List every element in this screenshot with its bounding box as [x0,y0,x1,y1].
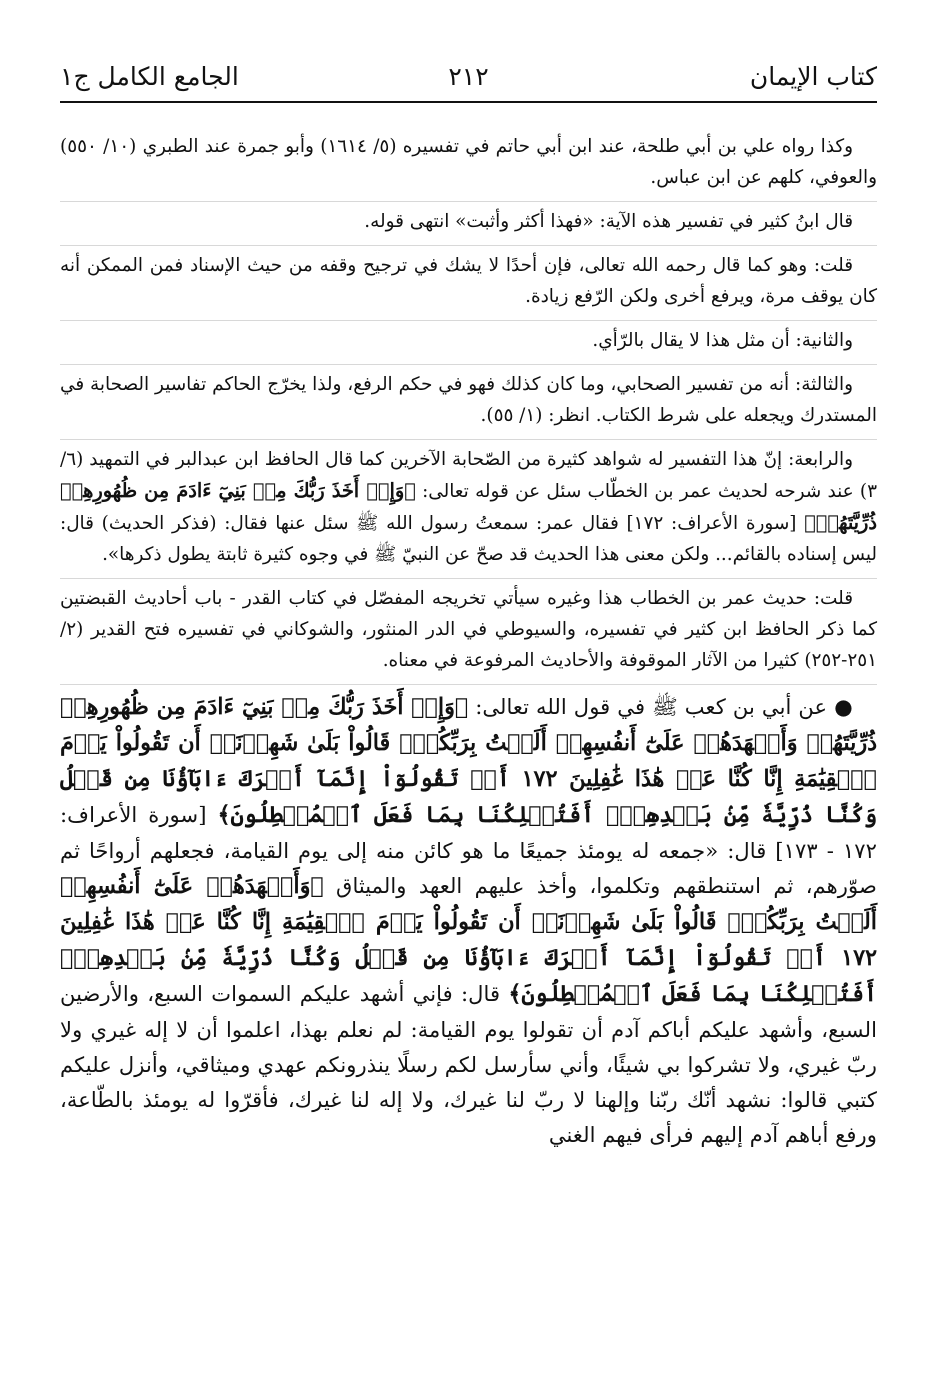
paragraph-text: قال ابنُ كثير في تفسير هذه الآية: «فهذا أكثر وأثبت» انتهى قوله. [364,211,853,232]
paragraph-text: قلت: حديث عمر بن الخطاب هذا وغيره سيأتي تخريجه المفصّل في كتاب القدر - باب أحاديث القبضتين كما ذكر الحافظ ابن كثير في تفسيره، والسيوطي في الدر المنثور، والشوكاني في تفسيره فتح القدير (٢/ ٢٥١-٢٥٢) كثيرا من الآثار الموقوفة والأحاديث المرفوعة في معناه. [60,588,877,671]
quran-verse: ﴿وَأَشۡهَدَهُمۡ عَلَىٰٓ أَنفُسِهِمۡ أَلَسۡتُ بِرَبِّكُمۡۖ قَالُواْ بَلَىٰ شَهِدۡنَآۚ أَن تَقُولُواْ يَوۡمَ ٱلۡقِيَٰمَةِ إِنَّا كُنَّا عَنۡ هَٰذَا غَٰفِلِينَ ١٧٢ أَوۡ تَقُولُوٓاْ إِنَّمَآ أَشۡرَكَ ءَابَآؤُنَا مِن قَبۡلُ وَكُنَّا ذُرِّيَّةٗ مِّنۢ بَعۡدِهِمۡۖ أَفَتُهۡلِكُنَا بِمَا فَعَلَ ٱلۡمُبۡطِلُونَ﴾ [60,873,877,1007]
page-body [60,131,877,1160]
paragraph-hadith-ubayy [60,684,877,1152]
paragraph-ibn-kathir-quote [60,201,877,237]
quran-verse: ﴿وَإِذۡ أَخَذَ رَبُّكَ مِنۢ بَنِيٓ ءَادَمَ مِن ظُهُورِهِمۡ ذُرِّيَّتَهُمۡ﴾ [60,479,877,534]
paragraph-text: والثانية: أن مثل هذا لا يقال بالرّأي. [592,330,853,351]
page-number: ٢١٢ [448,62,489,91]
paragraph-text: [سورة الأعراف: ١٧٢ - ١٧٣] قال: «جمعه له يومئذ جميعًا ما هو كائن منه إلى يوم القيامة، فجعلهم أرواحًا ثم صوّرهم، ثم استنطقهم وتكلموا، وأخذ عليهم العهد والميثاق [60,802,877,898]
paragraph-fourth-point [60,439,877,570]
paragraph-text: والثالثة: أنه من تفسير الصحابي، وما كان كذلك فهو في حكم الرفع، ولذا يخرّج الحاكم تفاسير الصحابة في المستدرك ويجعله على شرط الكتاب. انظر: (١/ ٥٥). [60,374,877,426]
paragraph-text: والرابعة: إنّ هذا التفسير له شواهد كثيرة من الصّحابة الآخرين كما قال الحافظ ابن عبدالبر في التمهيد (٦/ ٣) عند شرحه لحديث عمر بن الخطّاب سئل عن قوله تعالى: [60,449,877,502]
book-section-title: كتاب الإيمان [749,62,877,91]
paragraph-text: وكذا رواه علي بن أبي طلحة، عند ابن أبي حاتم في تفسيره (٥/ ١٦١٤) وأبو جمرة عند الطبري (١٠/ ٥٥٠) والعوفي، كلهم عن ابن عباس. [60,136,877,188]
paragraph-text: [سورة الأعراف: ١٧٢] فقال عمر: سمعتُ رسول الله ﷺ سئل عنها فقال: (فذكر الحديث) قال: ليس إسناده بالقائم... ولكن معنى هذا الحديث قد صحّ عن النبيّ ﷺ في وجوه كثيرة ثابتة يطول ذكرها». [60,513,877,565]
page-header [60,58,877,102]
paragraph-third-point [60,364,877,431]
paragraph-qultu-1 [60,245,877,312]
paragraph-text: ● عن أبي بن كعب ﷺ في قول الله تعالى: [468,694,853,719]
paragraph-text: قلت: وهو كما قال رحمه الله تعالى، فإن أحدًا لا يشك في ترجيح وقفه من حيث الإسناد فمن الممكن أنه كان يوقف مرة، ويرفع أخرى ولكن الرّفع زيادة. [60,255,877,307]
paragraph-qultu-2 [60,578,877,676]
quran-verse: ﴿وَإِذۡ أَخَذَ رَبُّكَ مِنۢ بَنِيٓ ءَادَمَ مِن ظُهُورِهِمۡ ذُرِّيَّتَهُمۡ وَأَشۡهَدَهُمۡ عَلَىٰٓ أَنفُسِهِمۡ أَلَسۡتُ بِرَبِّكُمۡۖ قَالُواْ بَلَىٰ شَهِدۡنَآۚ أَن تَقُولُواْ يَوۡمَ ٱلۡقِيَٰمَةِ إِنَّا كُنَّا عَنۡ هَٰذَا غَٰفِلِينَ ١٧٢ أَوۡ تَقُولُوٓاْ إِنَّمَآ أَشۡرَكَ ءَابَآؤُنَا مِن قَبۡلُ وَكُنَّا ذُرِّيَّةٗ مِّنۢ بَعۡدِهِمۡۖ أَفَتُهۡلِكُنَا بِمَا فَعَلَ ٱلۡمُبۡطِلُونَ﴾ [60,694,877,828]
paragraph-second-point [60,320,877,356]
paragraph-text: قال: فإني أشهد عليكم السموات السبع، والأرضين السبع، وأشهد عليكم أباكم آدم أن تقولوا يوم القيامة: لم نعلم بهذا، اعلموا أن لا إله غيري ولا ربّ غيري، ولا تشركوا بي شيئًا، وأني سأرسل لكم رسلًا ينذرونكم عهدي وميثاقي، وأنزل عليكم كتبي قالوا: نشهد أنّك ربّنا وإلهنا لا ربّ لنا غيرك، ولا إله لنا غيرك، فأقرّوا له يومئذ بالطّاعة، ورفع أباهم آدم إليهم فرأى فيهم الغني [60,981,877,1147]
book-volume-title: الجامع الكامل ج١ [60,62,239,91]
header-divider [60,101,877,103]
paragraph-riwaya [60,131,877,193]
